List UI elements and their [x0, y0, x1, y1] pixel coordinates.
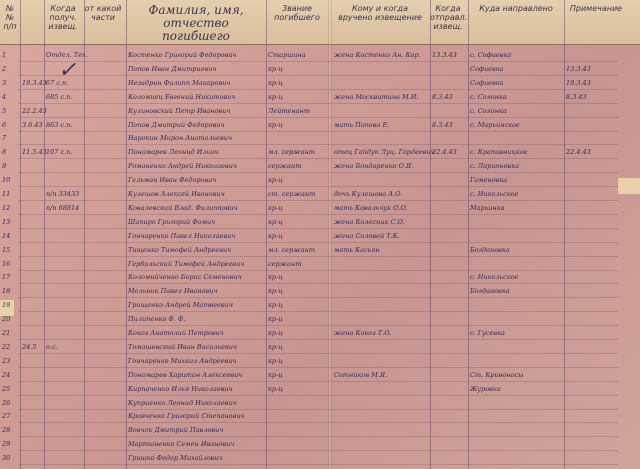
row-number: 1	[2, 51, 7, 59]
table-row	[0, 76, 640, 90]
row-rank: кр-ц	[268, 356, 283, 365]
row-name: Гельман Иван Федорович	[128, 176, 217, 185]
table-row	[0, 423, 640, 437]
row-unit: п/п 68814	[46, 203, 80, 212]
table-row	[0, 368, 640, 382]
row-number: 26	[2, 398, 11, 407]
table-row	[0, 354, 640, 368]
table-row	[0, 437, 640, 451]
table-row	[0, 215, 640, 229]
table-row	[0, 159, 640, 173]
row-where: с. Никольское	[470, 273, 519, 282]
row-rank: сержант	[268, 259, 302, 268]
row-where: с. Марьинское	[470, 120, 520, 129]
row-to-whom: отец Гайдук Луц. Гордеевич	[334, 148, 435, 157]
table-row	[0, 382, 640, 396]
row-name: Попов Дмитрий Федорович	[128, 120, 225, 129]
row-name: Гончаренко Павел Николаевич	[128, 231, 236, 240]
row-received: 24.5	[22, 342, 37, 351]
row-name: Кравченко Григорий Степанович	[128, 412, 245, 421]
row-note: 13.3.43	[566, 64, 591, 73]
row-rank: кр-ц	[268, 176, 283, 185]
table-row	[0, 173, 640, 187]
tick-mark: ✓	[58, 58, 77, 83]
header-where: Куда направлено	[479, 4, 553, 13]
row-to-whom: жена Костенко Ан. Кар.	[334, 51, 421, 59]
header-to-whom: Кому и когда вручено извещение	[338, 4, 422, 22]
row-where: Марьинка	[470, 203, 505, 212]
row-unit: о.с.	[46, 342, 58, 351]
row-rank: кр-ц	[268, 231, 283, 240]
row-name: Гончаренко Михаил Андреевич	[128, 356, 237, 365]
row-name: Мартыненко Семен Иванович	[128, 440, 235, 449]
table-row	[0, 298, 640, 312]
row-where: с. Софиевка	[470, 51, 512, 59]
table-row	[0, 326, 640, 340]
header-sent: Когда отправл. извещ.	[430, 4, 468, 31]
row-unit: 685 с.п.	[46, 92, 73, 101]
row-where: с. Солонка	[470, 106, 507, 115]
row-name: Пономарев Харитон Алексеевич	[128, 370, 243, 379]
row-name: Кирпаченко Илья Николаевич	[128, 384, 233, 393]
row-number: 25	[2, 384, 11, 393]
row-name: Вовчок Дмитрий Павлович	[128, 426, 224, 435]
row-number: 23	[2, 356, 11, 365]
row-rank: кр-ц	[268, 78, 283, 87]
row-where: Софиевка	[470, 64, 504, 73]
table-row	[0, 187, 640, 201]
header-note: Примечание	[569, 4, 623, 13]
row-name: Незадрин Филипп Макарович	[128, 78, 231, 87]
table-row	[0, 409, 640, 423]
row-number: 11	[2, 190, 11, 198]
row-name: Тищенко Тимофей Андреевич	[128, 245, 232, 254]
row-name: Кокоз Анатолий Петрович	[128, 329, 224, 337]
row-where: с. Гусевка	[470, 329, 505, 337]
row-where: Журовка	[470, 384, 501, 393]
row-number: 8	[2, 148, 7, 157]
row-to-whom: мать Попова Е.	[334, 120, 390, 129]
row-name: Грищенко Андрей Матвеевич	[128, 301, 233, 310]
row-name: Ковалевский Влад. Филиппович	[128, 203, 238, 212]
row-where: с. Крапивницкое	[470, 148, 528, 157]
row-number: 13	[2, 217, 11, 226]
row-number: 22	[2, 342, 11, 351]
table-row	[0, 451, 640, 465]
table-row	[0, 118, 640, 132]
row-rank: кр-ц	[268, 64, 283, 73]
row-number: 30	[2, 454, 11, 463]
row-to-whom: жена Кокоз Т.О.	[334, 329, 392, 337]
row-number: 19	[2, 301, 11, 310]
row-number: 6	[2, 120, 7, 129]
row-name: Костенко Григорий Федорович	[128, 51, 237, 59]
row-where: с. Ларионовка	[470, 162, 520, 171]
row-rank: кр-ц	[268, 203, 283, 212]
row-number: 14	[2, 231, 11, 240]
row-number: 28	[2, 426, 11, 435]
row-rank: кр-ц	[268, 384, 283, 393]
table-row	[0, 48, 640, 62]
row-name: Шапиро Григорий Фомич	[128, 217, 216, 226]
row-name: Мельник Павел Иванович	[128, 287, 218, 296]
table-row	[0, 396, 640, 410]
row-to-whom: дочь Кулешова А.О.	[334, 190, 403, 198]
row-name: Кулиновский Петр Иванович	[128, 106, 231, 115]
table-row	[0, 312, 640, 326]
header-from: от какой части	[84, 4, 122, 22]
row-name: Попов Иван Дмитриевич	[128, 64, 217, 73]
table-row	[0, 131, 640, 145]
row-name: Коломийченко Борис Семенович	[128, 273, 242, 282]
row-name: Пилипенко Ф. Ф.	[128, 315, 186, 324]
row-number: 4	[2, 92, 7, 101]
row-name: Нарокин Мирон Анатольевич	[128, 134, 232, 143]
row-where: Богдановка	[470, 287, 510, 296]
row-sent: 22.4.43	[432, 148, 457, 157]
row-number: 9	[2, 162, 7, 171]
table-row	[0, 257, 640, 271]
row-number: 27	[2, 412, 11, 421]
row-rank: кр-ц	[268, 315, 283, 324]
row-number: 15	[2, 245, 11, 254]
row-note: 8.3.43	[566, 92, 587, 101]
row-number: 18	[2, 287, 11, 296]
row-number: 20	[2, 315, 11, 324]
row-received: 19.3.43	[22, 78, 47, 87]
row-where: Гаменовка	[470, 176, 508, 185]
row-name: Гербильский Тимофей Андреевич	[128, 259, 245, 268]
row-to-whom: мать Касьян	[334, 245, 380, 254]
row-where: Ст. Кривоносы	[470, 370, 524, 379]
row-received: 11.5.43	[22, 148, 47, 157]
row-to-whom: мать Ковальчук О.О.	[334, 203, 408, 212]
row-rank: кр-ц	[268, 273, 283, 282]
table-row	[0, 90, 640, 104]
row-number: 17	[2, 273, 11, 282]
table-row	[0, 284, 640, 298]
row-to-whom: жена Москвитина М.И.	[334, 92, 419, 101]
table-row	[0, 243, 640, 257]
row-sent: 8.3.43	[432, 92, 453, 101]
row-rank: кр-ц	[268, 329, 283, 337]
row-note: 19.3.43	[566, 78, 591, 87]
row-number: 29	[2, 440, 11, 449]
row-unit: п/п 33433	[46, 190, 80, 198]
row-received: 3.6.43	[22, 120, 43, 129]
row-rank: мл. сержант	[268, 245, 316, 254]
row-unit: 107 с.п.	[46, 148, 73, 157]
row-rank: кр-ц	[268, 92, 283, 101]
row-number: 2	[2, 64, 7, 73]
header-rank: Звание погибшего	[274, 4, 320, 22]
row-unit: 67 с.п.	[46, 78, 69, 87]
header-received: Когда получ. извещ.	[48, 4, 78, 31]
row-rank: Старшина	[268, 51, 306, 59]
row-number: 5	[2, 106, 7, 115]
row-number: 12	[2, 203, 11, 212]
row-rank: сержант	[268, 162, 302, 171]
row-where: с. Солонка	[470, 92, 507, 101]
table-row	[0, 340, 640, 354]
row-where: Богдановка	[470, 245, 510, 254]
row-number: 7	[2, 134, 7, 143]
row-sent: 8.3.43	[432, 120, 453, 129]
table-row	[0, 201, 640, 215]
row-rank: мл. сержант	[268, 148, 316, 157]
row-where: Софиевка	[470, 78, 504, 87]
row-to-whom: жена Колесник С.О.	[334, 217, 405, 226]
row-name: Кулешов Алексей Иванович	[128, 190, 225, 198]
row-name: Гришко Федор Михайлович	[128, 454, 223, 463]
row-name: Романенко Андрей Николаевич	[128, 162, 237, 171]
row-rank: кр-ц	[268, 301, 283, 310]
row-rank: кр-ц	[268, 287, 283, 296]
row-name: Томашевский Иван Васильевич	[128, 342, 237, 351]
row-number: 10	[2, 176, 11, 185]
row-where: с. Никольское	[470, 190, 519, 198]
row-rank: кр-ц	[268, 217, 283, 226]
row-name: Пономарев Леонид Ильич	[128, 148, 219, 157]
row-to-whom: жена Соловей Т.К.	[334, 231, 400, 240]
row-received: 22.2.43	[22, 106, 47, 115]
row-rank: ст. сержант	[268, 190, 316, 198]
row-rank: кр-ц	[268, 120, 283, 129]
row-rank: кр-ц	[268, 370, 283, 379]
row-number: 16	[2, 259, 11, 268]
row-unit: Отдел. Тех.	[46, 51, 88, 59]
row-rank: кр-ц	[268, 342, 283, 351]
table-header	[0, 0, 640, 45]
table-row	[0, 62, 640, 76]
row-to-whom: Сотников М.Я.	[334, 370, 388, 379]
row-number: 3	[2, 78, 7, 87]
row-to-whom: жена Бондаренко О.Я.	[334, 162, 414, 171]
row-sent: 13.3.43	[432, 51, 457, 59]
row-name: Куприенко Леонид Николаевич	[128, 398, 237, 407]
row-rank: Лейтенант	[268, 106, 311, 115]
header-name: Фамилия, имя, отчество погибшего	[148, 3, 244, 43]
table-row	[0, 229, 640, 243]
row-number: 24	[2, 370, 11, 379]
table-row	[0, 270, 640, 284]
row-name: Коломиец Евгений Никитович	[128, 92, 236, 101]
table-row	[0, 145, 640, 159]
row-note: 22.4.43	[566, 148, 591, 157]
header-num: №№ п/п	[3, 4, 17, 31]
row-number: 21	[2, 329, 11, 337]
row-unit: 863 с.п.	[46, 120, 73, 129]
table-row	[0, 104, 640, 118]
